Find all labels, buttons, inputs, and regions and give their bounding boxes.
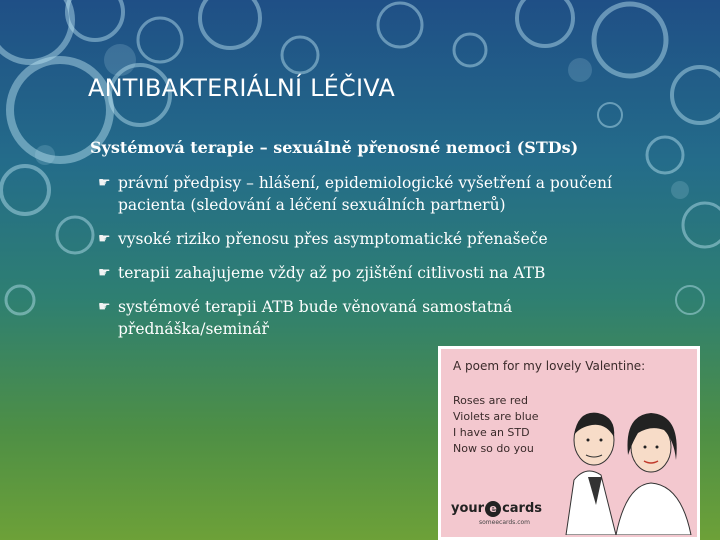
ecard-image: [438, 346, 700, 540]
bullet-item: [98, 172, 618, 216]
bullet-item: [98, 296, 618, 340]
slide-title: ANTIBAKTERIÁLNÍ LÉČIVA: [88, 74, 395, 102]
ecard-heading: A poem for my lovely Valentine:: [453, 359, 646, 373]
couple-illustration: [556, 385, 696, 535]
poem-line: Now so do you: [453, 442, 534, 455]
ecard-poem: [453, 393, 539, 457]
bullet-item: [98, 228, 618, 250]
leaf-hand-icon: ☛: [98, 175, 111, 191]
leaf-hand-icon: ☛: [98, 231, 111, 247]
ecard-site: someecards.com: [479, 519, 531, 526]
poem-line: Violets are blue: [453, 410, 539, 423]
bullet-list: [98, 172, 618, 352]
bullet-text: vysoké riziko přenosu přes asymptomatické přenašeče: [118, 230, 548, 248]
ecard-brand-logo: your e cards: [451, 501, 543, 516]
leaf-hand-icon: ☛: [98, 265, 111, 281]
bullet-item: [98, 262, 618, 284]
poem-line: I have an STD: [453, 426, 530, 439]
bullet-text: právní předpisy – hlášení, epidemiologické vyšetření a poučení pacienta (sledování a léčení sexuálních partnerů): [118, 174, 612, 214]
bullet-text: systémové terapii ATB bude věnovaná samostatná přednáška/seminář: [118, 298, 513, 338]
poem-line: Roses are red: [453, 394, 528, 407]
leaf-hand-icon: ☛: [98, 299, 111, 315]
slide-subtitle: Systémová terapie – sexuálně přenosné nemoci (STDs): [90, 138, 579, 157]
bullet-text: terapii zahajujeme vždy až po zjištění citlivosti na ATB: [118, 264, 546, 282]
